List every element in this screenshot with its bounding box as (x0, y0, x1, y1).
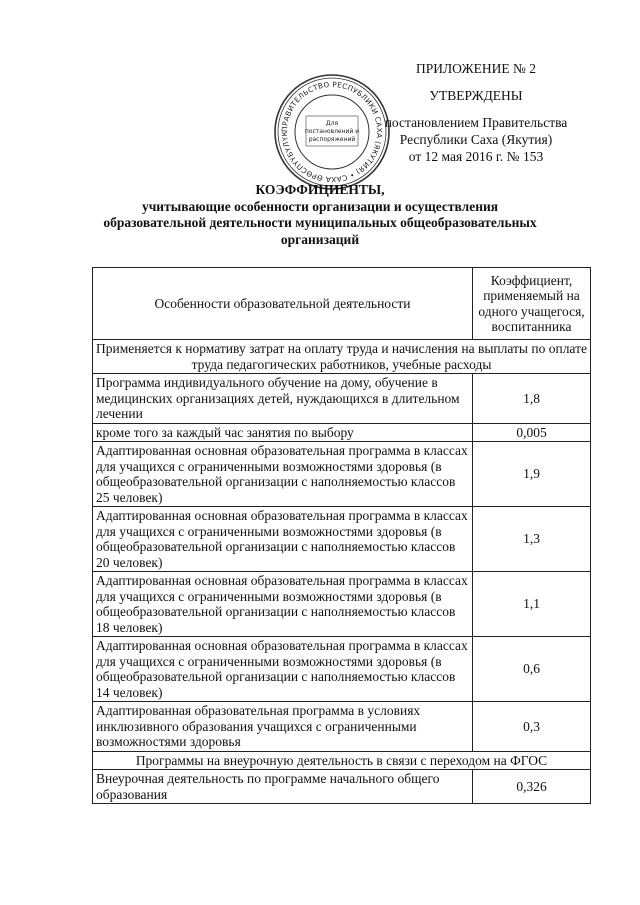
title-line-2: учитывающие особенности организации и осуществления (141, 198, 499, 214)
appendix-label: ПРИЛОЖЕНИЕ № 2 (415, 61, 537, 76)
table-section-row (93, 751, 591, 770)
table-row (93, 770, 591, 804)
row-coefficient-value: 1,8 (473, 374, 591, 424)
row-coefficient-value: 1,1 (473, 572, 591, 637)
approved-label: УТВЕРЖДЕНЫ (429, 88, 523, 103)
row-feature-text: Внеурочная деятельность по программе начального общего образования (93, 770, 473, 804)
table-header-row (93, 268, 591, 340)
table-row (93, 637, 591, 702)
row-coefficient-value: 0,326 (473, 770, 591, 804)
table-row (93, 572, 591, 637)
row-feature-text: Адаптированная образовательная программа в условиях инклюзивного образования учащихся с ограниченными возможностями здоровья (93, 702, 473, 752)
approval-header (372, 60, 580, 165)
row-coefficient-value: 0,005 (473, 423, 591, 442)
table-row (93, 442, 591, 507)
title-line-3: образовательной деятельности муниципальных общеобразовательных (103, 215, 537, 230)
table-row (93, 423, 591, 442)
title-line-4: организаций (280, 231, 360, 247)
row-coefficient-value: 1,9 (473, 442, 591, 507)
svg-text:Для: Для (325, 120, 339, 127)
row-feature-text: Программа индивидуального обучение на дому, обучение в медицинских организациях детей, нуждающихся в длительном лечении (93, 374, 473, 424)
document-title (60, 182, 580, 248)
row-coefficient-value: 0,6 (473, 637, 591, 702)
row-coefficient-value: 0,3 (473, 702, 591, 752)
svg-text:постановлений и: постановлений и (304, 128, 360, 135)
col-header-coefficient: Коэффициент, применяемый на одного учащегося, воспитанника (473, 268, 591, 340)
row-feature-text: Адаптированная основная образовательная программа в классах для учащихся с ограниченными возможностями здоровья (в общеобразовательной организации с наполняемостью классов 18 человек) (93, 572, 473, 637)
row-feature-text: Адаптированная основная образовательная программа в классах для учащихся с ограниченными возможностями здоровья (в общеобразовательной организации с наполняемостью классов 20 человек) (93, 507, 473, 572)
coefficients-table (92, 267, 591, 804)
title-line-1: КОЭФФИЦИЕНТЫ, (255, 182, 385, 197)
row-coefficient-value: 1,3 (473, 507, 591, 572)
row-feature-text: Адаптированная основная образовательная программа в классах для учащихся с ограниченными возможностями здоровья (в общеобразовательной организации с наполняемостью классов 25 человек) (93, 442, 473, 507)
table-row (93, 374, 591, 424)
table-row (93, 702, 591, 752)
decree-line-2: Республики Саха (Якутия) (399, 132, 553, 147)
row-feature-text: Адаптированная основная образовательная программа в классах для учащихся с ограниченными возможностями здоровья (в общеобразовательной организации с наполняемостью классов 14 человек) (93, 637, 473, 702)
svg-text:распоряжений: распоряжений (308, 136, 356, 143)
decree-line-1: постановлением Правительства (384, 115, 568, 130)
col-header-features: Особенности образовательной деятельности (93, 268, 473, 340)
svg-text:ПРАВИТЕЛЬСТВО РЕСПУБЛИКИ САХА: ПРАВИТЕЛЬСТВО РЕСПУБЛИКИ САХА (ЯКУТИЯ) • САХА ӨРӨСПҮҮБҮЛҮК (279, 79, 385, 185)
row-feature-text: кроме того за каждый час занятия по выбору (93, 423, 473, 442)
table-row (93, 507, 591, 572)
table-section-row (93, 340, 591, 374)
section-heading: Программы на внеурочную деятельность в связи с переходом на ФГОС (93, 751, 591, 770)
decree-line-3: от 12 мая 2016 г. № 153 (408, 149, 544, 164)
section-heading: Применяется к нормативу затрат на оплату труда и начисления на выплаты по оплате труда педагогических работников, учебные расходы (93, 340, 591, 374)
